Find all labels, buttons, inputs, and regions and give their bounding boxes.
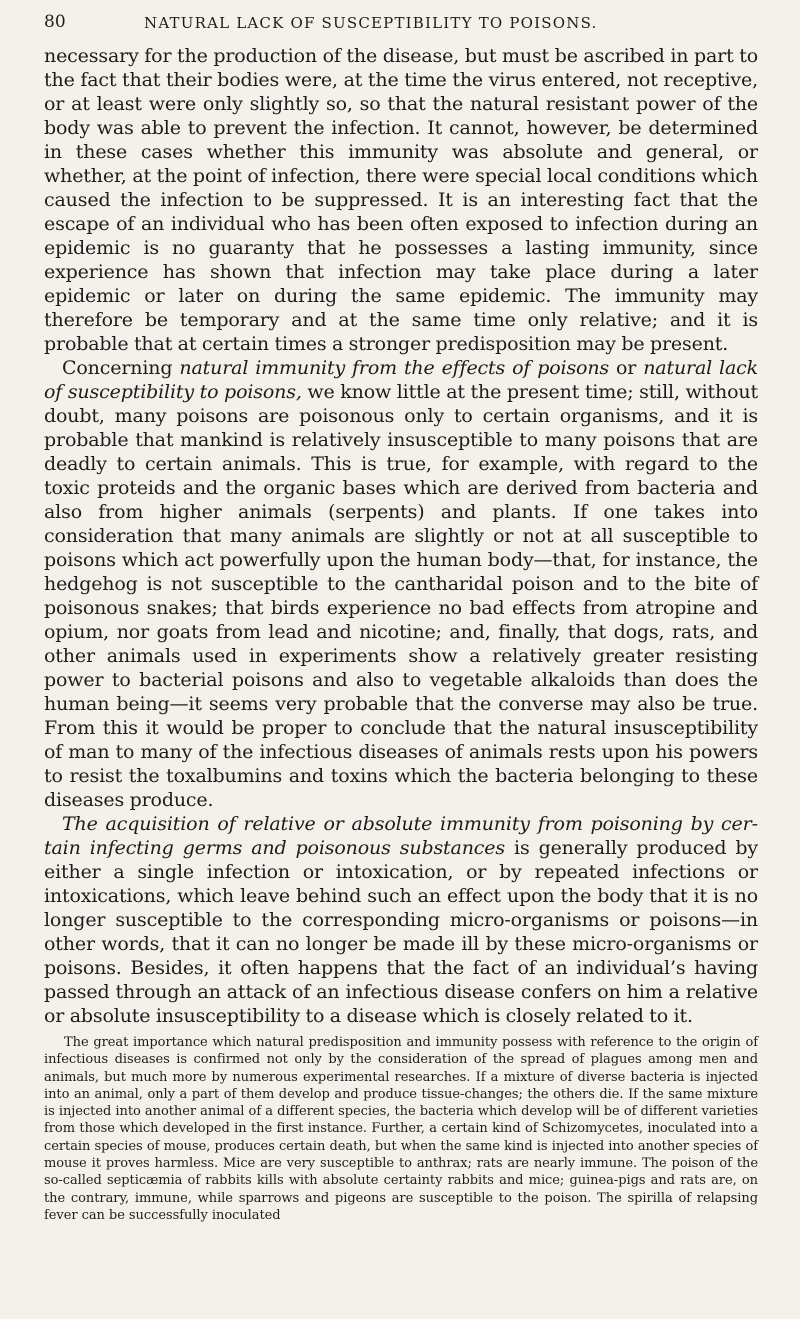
small-print-note: The great importance which natural predisposition and immunity possess with reference to the origin of infectious diseases is confirmed not only by the consideration of the spread of plagues among men and animals, but much more by numerous experimental researches. If a mixture of diverse bacteria is injected into an animal, only a part of them develop and produce tissue-changes; the others die. If the same mixture is injected into another animal of a different species, the bacteria which develop will be of different varieties from those which developed in the first instance. Further, a certain kind of Schizomycetes, inoculated into a certain species of mouse, produces certain death, but when the same kind is injected into another species of mouse it proves harmless. Mice are very susceptible to anthrax; rats are nearly immune. The poison of the so-called septicæmia of rabbits kills with absolute certainty rabbits and mice; guinea-pigs and rats are, on the contrary, immune, while sparrows and pigeons are susceptible to the poison. The spirilla of relapsing fever can be successfully inoculated — [44, 1035, 758, 1223]
page-header — [44, 8, 758, 38]
paragraph-connector: or — [609, 357, 644, 379]
paragraph-natural-immunity-poisons — [44, 356, 758, 812]
term-natural-lack-of-susceptibility: natural lack of susceptibility to poisons, — [44, 357, 759, 403]
paragraph-body: we know little at the present time; still, without doubt, many poisons are poisonous only to certain organisms, and it is probable that mankind is relatively insusceptible to many poisons that are deadly to certain animals. This is true, for example, with regard to the toxic proteids and the organic bases which are derived from bacteria and also from higher animals (serpents) and plants. If one takes into consideration that many animals are slightly or not at all susceptible to poisons which act powerfully upon the human body—that, for instance, the hedgehog is not susceptible to the cantharidal poison and to the bite of poisonous snakes; that birds experience no bad effects from atropine and opium, nor goats from lead and nicotine; and, finally, that dogs, rats, and other animals used in experiments show a relatively greater resisting power to bacterial poisons and also to vegetable alkaloids than does the human being—it seems very probable that the converse may also be true. From this it would be proper to conclude that the natural insusceptibility of man to many of the infectious diseases of animals rests upon his powers to resist the toxalbumins and toxins which the bacteria belonging to these diseases produce. — [44, 381, 758, 811]
term-acquisition-immunity: The acquisition of relative or absolute immunity from poisoning by certain infecting germs and poisonous substances — [44, 813, 758, 859]
page-number: 80 — [44, 12, 66, 32]
running-head: NATURAL LACK OF SUSCEPTIBILITY TO POISONS. — [144, 14, 598, 32]
main-text — [44, 44, 758, 1028]
paragraph-lead: Concerning — [62, 357, 180, 379]
term-natural-immunity: natural immunity from the effects of poisons — [179, 357, 610, 379]
paragraph-continued: necessary for the production of the disease, but must be ascribed in part to the fact that their bodies were, at the time the virus entered, not receptive, or at least were only slightly so, so that the natural resistant power of the body was able to prevent the infection. It cannot, however, be determined in these cases whether this immunity was absolute and general, or whether, at the point of infection, there were special local conditions which caused the infection to be suppressed. It is an interesting fact that the escape of an individual who has been often exposed to infection during an epidemic is no guaranty that he possesses a lasting immunity, since experience has shown that infection may take place during a later epidemic or later on during the same epidemic. The immunity may therefore be temporary and at the same time only relative; and it is probable that at certain times a stronger predisposition may be present. — [44, 45, 758, 355]
paragraph-body: is generally produced by either a single infection or intoxication, or by repeated infections or intoxications, which leave behind such an effect upon the body that it is no longer susceptible to the corresponding micro-organisms or poisons—in other words, that it can no longer be made ill by these micro-organisms or poisons. Besides, it often happens that the fact of an individual’s having passed through an attack of an infectious disease confers on him a relative or absolute insusceptibility to a disease which is closely related to it. — [44, 837, 758, 1027]
paragraph-acquisition-immunity — [44, 812, 758, 1028]
